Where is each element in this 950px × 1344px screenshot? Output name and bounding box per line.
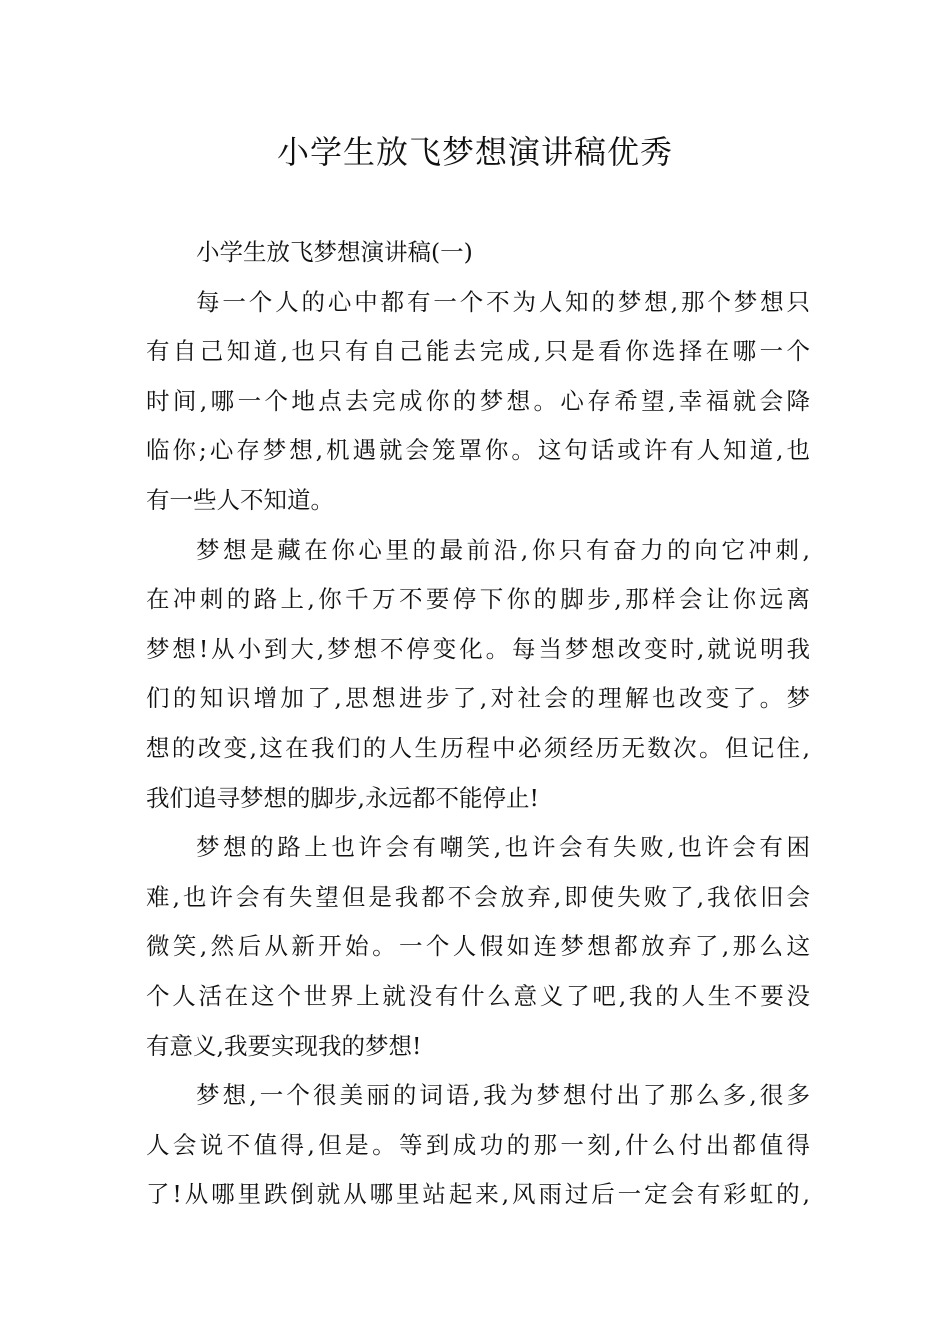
text-line: 们的知识增加了,思想进步了,对社会的理解也改变了。梦 — [146, 684, 810, 713]
text-line: 每一个人的心中都有一个不为人知的梦想,那个梦想只 — [196, 287, 810, 316]
text-line: 有一些人不知道。 — [146, 485, 334, 514]
text-line: 梦想的路上也许会有嘲笑,也许会有失败,也许会有困 — [196, 833, 810, 862]
text-line: 个人活在这个世界上就没有什么意义了吧,我的人生不要没 — [146, 981, 810, 1010]
document-title: 小学生放飞梦想演讲稿优秀 — [276, 133, 673, 171]
text-line: 有自己知道,也只有自己能去完成,只是看你选择在哪一个 — [146, 337, 810, 366]
text-line: 了!从哪里跌倒就从哪里站起来,风雨过后一定会有彩虹的, — [146, 1180, 810, 1209]
text-line: 难,也许会有失望但是我都不会放弃,即使失败了,我依旧会 — [146, 882, 810, 911]
text-line: 临你;心存梦想,机遇就会笼罩你。这句话或许有人知道,也 — [146, 436, 810, 465]
text-line: 有意义,我要实现我的梦想! — [146, 1031, 422, 1060]
text-line: 梦想,一个很美丽的词语,我为梦想付出了那么多,很多 — [196, 1081, 810, 1110]
text-line: 时间,哪一个地点去完成你的梦想。心存希望,幸福就会降 — [146, 386, 810, 415]
text-line: 梦想是藏在你心里的最前沿,你只有奋力的向它冲刺, — [196, 535, 810, 564]
text-line: 小学生放飞梦想演讲稿(一) — [196, 238, 473, 266]
text-line: 人会说不值得,但是。等到成功的那一刻,什么付出都值得 — [146, 1130, 810, 1159]
text-line: 在冲刺的路上,你千万不要停下你的脚步,那样会让你远离 — [146, 585, 810, 614]
document-body — [146, 228, 810, 1220]
text-line: 微笑,然后从新开始。一个人假如连梦想都放弃了,那么这 — [146, 932, 810, 961]
text-line: 梦想!从小到大,梦想不停变化。每当梦想改变时,就说明我 — [146, 634, 810, 663]
text-line: 想的改变,这在我们的人生历程中必须经历无数次。但记住, — [146, 733, 810, 762]
text-line: 我们追寻梦想的脚步,永远都不能停止! — [146, 783, 539, 812]
